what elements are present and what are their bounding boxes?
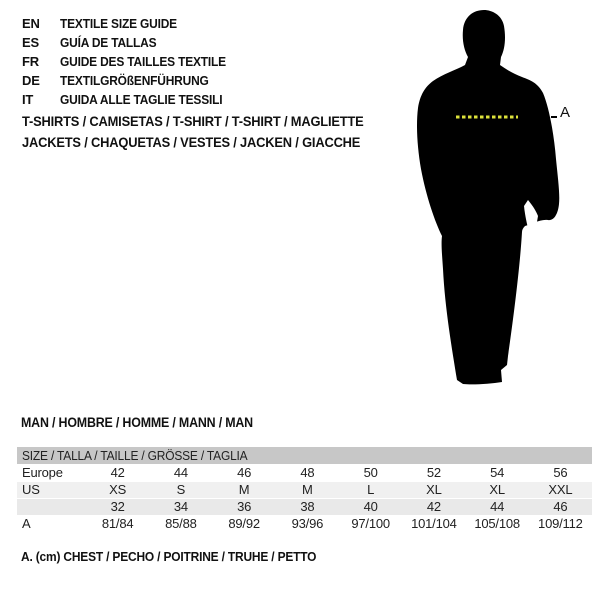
cell: 36 — [237, 499, 252, 514]
lang-code: FR — [22, 54, 39, 69]
lang-code: EN — [22, 16, 40, 31]
lang-code: DE — [22, 73, 40, 88]
category-line-tshirts: T-SHIRTS / CAMISETAS / T-SHIRT / T-SHIRT / MAGLIETTE — [22, 113, 364, 129]
lang-label: GUÍA DE TALLAS — [60, 35, 157, 50]
table-row-a-chest — [17, 516, 592, 533]
cell: 50 — [363, 465, 378, 480]
cell: 52 — [426, 465, 441, 480]
size-table-header: SIZE / TALLA / TAILLE / GRÖSSE / TAGLIA — [17, 447, 592, 465]
cell: M — [238, 482, 250, 497]
cell: 89/92 — [228, 516, 260, 531]
cell: 105/108 — [474, 516, 520, 531]
row-label: Europe — [22, 465, 63, 480]
cell: 109/112 — [538, 516, 583, 531]
cell: S — [176, 482, 186, 497]
cell: M — [302, 482, 313, 497]
cell: 46 — [237, 465, 252, 480]
lang-label: TEXTILE SIZE GUIDE — [60, 16, 177, 31]
table-row-us — [17, 482, 592, 499]
cell: 56 — [553, 465, 568, 480]
cell: 42 — [110, 465, 125, 480]
measure-label-a: A — [560, 104, 571, 121]
row-label: US — [22, 482, 40, 497]
cell: 46 — [553, 499, 568, 514]
cell: 44 — [490, 499, 505, 514]
measure-pointer-dashes — [540, 116, 557, 118]
table-row-uk — [17, 499, 592, 516]
cell: XS — [109, 482, 127, 497]
lang-code: IT — [22, 92, 34, 107]
cell: XL — [489, 482, 505, 497]
cell: XL — [426, 482, 442, 497]
lang-row-es — [22, 33, 240, 52]
size-table — [17, 447, 592, 533]
section-title-man: MAN / HOMBRE / HOMME / MANN / MAN — [21, 415, 253, 430]
lang-row-en — [22, 14, 240, 33]
cell: 97/100 — [351, 516, 390, 531]
category-lines — [22, 111, 393, 153]
cell: 93/96 — [291, 516, 324, 531]
cell: 38 — [300, 499, 315, 514]
lang-label: GUIDA ALLE TAGLIE TESSILI — [60, 92, 223, 107]
category-line-jackets: JACKETS / CHAQUETAS / VESTES / JACKEN / GIACCHE — [22, 134, 361, 150]
footnote-chest-measure: A. (cm) CHEST / PECHO / POITRINE / TRUHE / PETTO — [21, 549, 317, 564]
cell: 32 — [110, 499, 125, 514]
man-silhouette-figure — [412, 4, 562, 394]
lang-code: ES — [22, 35, 39, 50]
cell: 40 — [363, 499, 378, 514]
lang-label: GUIDE DES TAILLES TEXTILE — [60, 54, 226, 69]
cell: 81/84 — [101, 516, 134, 531]
cell: 42 — [426, 499, 441, 514]
cell: 54 — [490, 465, 505, 480]
cell: 85/88 — [165, 516, 197, 531]
table-row-europe — [17, 465, 592, 482]
cell: L — [367, 482, 375, 497]
lang-label: TEXTILGRÖßENFÜHRUNG — [60, 73, 209, 88]
row-label: A — [22, 516, 31, 531]
man-silhouette-shape — [417, 10, 559, 384]
language-guide-list — [22, 14, 240, 109]
lang-row-de — [22, 71, 240, 90]
lang-row-it — [22, 90, 240, 109]
lang-row-fr — [22, 52, 240, 71]
row-label — [17, 499, 86, 515]
cell: 101/104 — [411, 516, 457, 531]
cell: 48 — [300, 465, 315, 480]
cell: 44 — [173, 465, 188, 480]
cell: XXL — [548, 482, 573, 497]
cell: 34 — [173, 499, 188, 514]
